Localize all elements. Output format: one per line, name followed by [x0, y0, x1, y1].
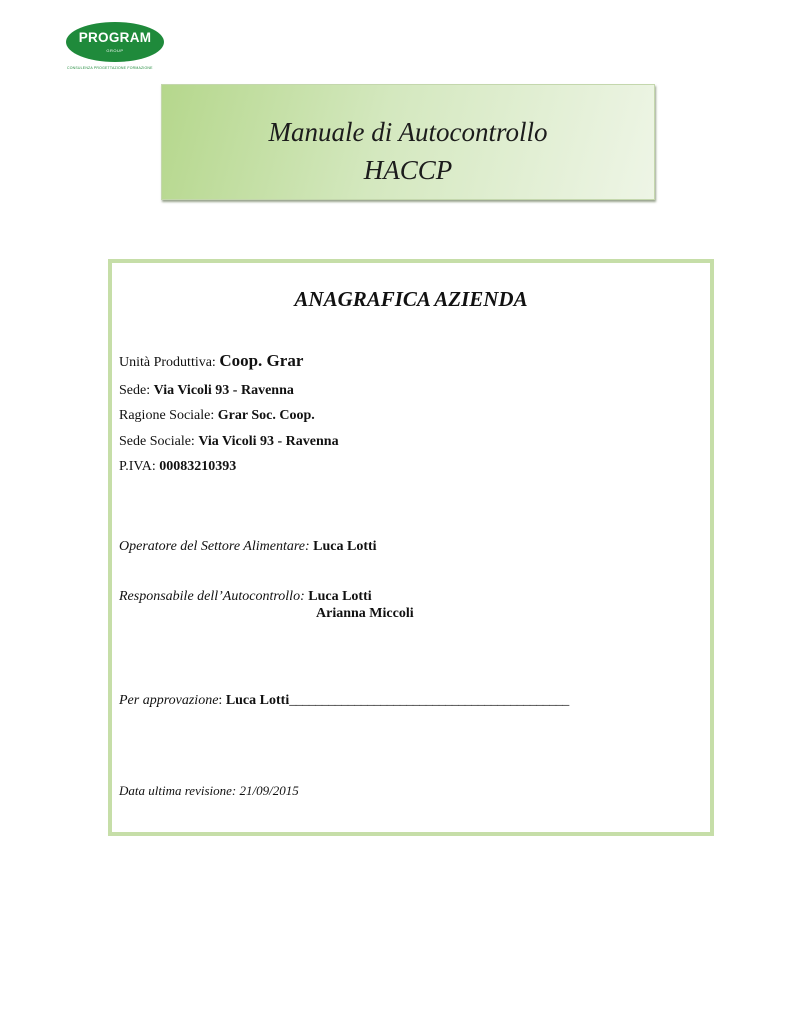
responsabile-label: Responsabile dell’Autocontrollo: [119, 589, 309, 604]
piva-label: P.IVA: [119, 459, 160, 474]
sede-sociale-label: Sede Sociale: [119, 434, 199, 449]
ragione-sociale-value: Grar Soc. Coop. [217, 408, 315, 423]
anagrafica-title: ANAGRAFICA AZIENDA [294, 287, 528, 311]
responsabile-row [119, 589, 372, 605]
logo-brand: PROGRAM [78, 30, 152, 45]
operatore-label: Operatore del Settore Alimentare: [119, 539, 314, 554]
piva-value: 00083210393 [159, 459, 237, 474]
manual-title-line-2: HACCP [363, 155, 453, 185]
anagrafica-frame [108, 259, 714, 836]
logo-group: GROUP [106, 48, 124, 53]
data-revisione: Data ultima revisione: 21/09/2015 [119, 783, 299, 798]
unita-produttiva-label: Unità Produttiva: [119, 355, 220, 370]
responsabile-value-2: Arianna Miccoli [316, 606, 414, 621]
manual-title-line-1: Manuale di Autocontrollo [268, 117, 548, 147]
manual-title-box [161, 84, 655, 200]
sede-sociale-value: Via Vicoli 93 - Ravenna [198, 434, 339, 449]
piva-row [119, 459, 236, 475]
approvazione-row [119, 693, 569, 709]
approvazione-separator: : [218, 693, 226, 708]
responsabile-row-2 [316, 606, 414, 622]
logo-oval [66, 22, 164, 62]
approvazione-label: Per approvazione [119, 693, 219, 708]
operatore-row [119, 539, 377, 555]
logo-tagline: CONSULENZA PROGETTAZIONE FORMAZIONE [67, 66, 153, 70]
sede-sociale-row [119, 434, 339, 450]
approvazione-value: Luca Lotti [225, 693, 290, 708]
sede-label: Sede: [119, 383, 154, 398]
unita-produttiva-value: Coop. Grar [219, 351, 304, 370]
operatore-value: Luca Lotti [313, 539, 377, 554]
ragione-sociale-row [119, 408, 315, 424]
ragione-sociale-label: Ragione Sociale: [119, 408, 218, 423]
sede-row [119, 383, 294, 399]
responsabile-value-1: Luca Lotti [308, 589, 372, 604]
program-group-logo [66, 22, 166, 72]
signature-line: ___________________________________________ [289, 693, 569, 708]
unita-produttiva-row [119, 351, 303, 371]
sede-value: Via Vicoli 93 - Ravenna [153, 383, 294, 398]
